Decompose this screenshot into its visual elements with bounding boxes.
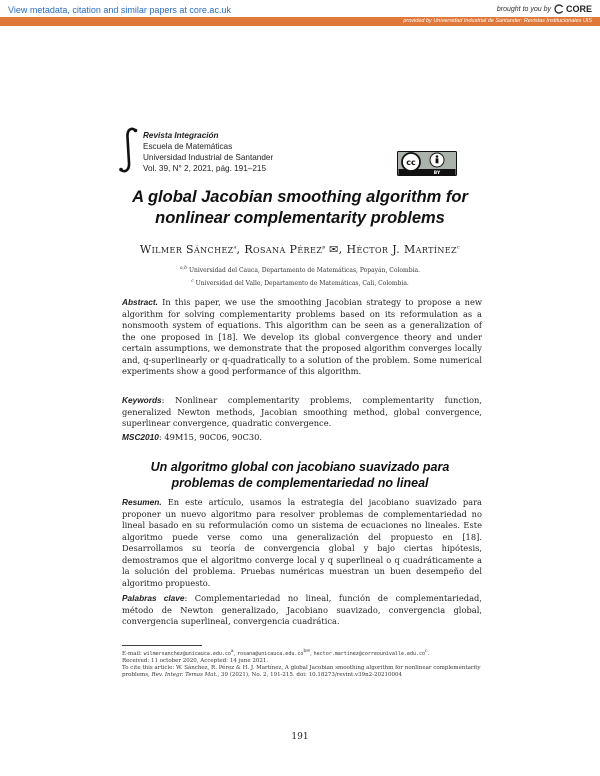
author-list bbox=[60, 243, 540, 256]
page-number: 191 bbox=[291, 732, 309, 742]
spanish-title-line-1: Un algoritmo global con jacobiano suavizado para bbox=[150, 460, 450, 474]
author-separator: , bbox=[236, 243, 245, 256]
corresponding-author-envelope-icon: ✉ bbox=[329, 243, 339, 256]
author-separator: , bbox=[338, 243, 347, 256]
keywords-label: Keywords bbox=[122, 395, 162, 405]
core-logo-text: CORE bbox=[565, 4, 592, 14]
affiliation-sup: c bbox=[191, 279, 194, 284]
journal-name: Revista Integración bbox=[143, 131, 219, 140]
cc-label: cc bbox=[406, 158, 416, 167]
citation-line bbox=[122, 665, 482, 679]
core-branding bbox=[497, 4, 592, 14]
spanish-title bbox=[90, 459, 510, 491]
resumen-label: Resumen. bbox=[122, 497, 162, 507]
article-title bbox=[60, 187, 540, 229]
citation-suffix: , 39 (2021), No. 2, 191-215. doi: 10.18273/revint.v39n2-20210004 bbox=[217, 672, 402, 679]
palabras-clave bbox=[122, 593, 482, 628]
email-link[interactable]: rosana@unicauca.edu.co bbox=[237, 650, 304, 657]
palabras-clave-text: : Complementariedad no lineal, función de complementariedad, método de Newton generalizado, Jacobiano suavizado, convergencia global, convergencia superlineal, convergencia cuadrática. bbox=[122, 593, 482, 626]
journal-university: Universidad Industrial de Santander bbox=[143, 153, 274, 162]
affiliation bbox=[60, 279, 540, 287]
citation-prefix: To cite this article: W. Sánchez, R. Pérez & H. J. Martínez, A global Jacobian smoothing algorithm for nonlinear complementarity problems, bbox=[122, 665, 481, 679]
provided-by-text: provided by Universidad Industrial de Santander: Revistas Institucionales UIS bbox=[403, 18, 592, 24]
resumen bbox=[122, 497, 482, 589]
spanish-title-line-2: problemas de complementariedad no lineal bbox=[171, 476, 429, 490]
email-sup: c bbox=[425, 649, 428, 654]
brought-by-text: brought to you by bbox=[496, 5, 551, 13]
received-line: Received: 11 october 2020, Accepted: 14 june 2021. bbox=[122, 658, 269, 665]
core-logo-icon bbox=[554, 4, 564, 14]
author-sup: c bbox=[457, 243, 461, 251]
affiliation-text: Universidad del Cauca, Departamento de Matemáticas, Popayán, Colombia. bbox=[188, 267, 420, 274]
journal-integral-logo-icon bbox=[118, 126, 140, 174]
footnotes bbox=[122, 648, 482, 680]
citation-journal: Rev. Integr. Temas Mat. bbox=[151, 672, 218, 679]
abstract-label: Abstract. bbox=[122, 297, 158, 307]
journal-school: Escuela de Matemáticas bbox=[143, 142, 233, 151]
palabras-clave-label: Palabras clave bbox=[122, 593, 185, 603]
affiliation-text: Universidad del Valle, Departamento de Matemáticas, Cali, Colombia. bbox=[195, 280, 409, 287]
author-sup: a bbox=[233, 243, 237, 251]
core-logo[interactable] bbox=[554, 4, 592, 14]
journal-header bbox=[143, 130, 273, 174]
keywords-text: : Nonlinear complementarity problems, complementarity function, generalized Newton methods, Jacobian smoothing method, global convergence, superlinear convergence, quadratic convergence. bbox=[122, 395, 482, 428]
affiliation-sup: a,b bbox=[180, 266, 188, 271]
author-name: Rosana Pérez bbox=[244, 243, 323, 256]
affiliation bbox=[60, 266, 540, 274]
email-link[interactable]: hector.martinez@correounivalle.edu.co bbox=[313, 650, 426, 657]
email-line: E-mail: $wilmersanchez@unicauca.edu.co^a$, $rosana@unicauca.edu.co^{b✉}$, $hector.martinez@correounivalle.edu.co^c$. bbox=[122, 649, 430, 657]
by-label: BY bbox=[433, 171, 441, 176]
author-name: Héctor J. Martínez bbox=[346, 243, 458, 256]
provided-by-bar bbox=[0, 17, 600, 26]
email-label: E-mail: bbox=[122, 650, 144, 657]
abstract-text: In this paper, we use the smoothing Jacobian strategy to propose a new algorithm for solving complementarity problems based on its reformulation as a nonsmooth system of equations. This algorithm can be seen as a generalization of the one proposed in [18]. We develop its global convergence theory and under certain assumptions, we demonstrate that the proposed algorithm converges locally and, q-superlinearly or q-quadratically to a solution of the problem. Some numerical experiments show a good performance of this algorithm. bbox=[122, 297, 482, 376]
keywords bbox=[122, 395, 482, 430]
msc-classification bbox=[122, 432, 482, 444]
core-metadata-link[interactable]: View metadata, citation and similar papers at core.ac.uk bbox=[8, 5, 231, 15]
email-link[interactable]: wilmersanchez@unicauca.edu.co bbox=[143, 650, 231, 657]
email-sup: a bbox=[230, 649, 234, 654]
cc-by-license-icon[interactable] bbox=[397, 151, 457, 176]
author-sup: b bbox=[322, 243, 326, 251]
article-title-line-2: nonlinear complementarity problems bbox=[155, 209, 445, 227]
msc-text: : 49M15, 90C06, 90C30. bbox=[158, 432, 263, 442]
author-name: Wilmer Sánchez bbox=[139, 243, 234, 256]
email-sup: b✉ bbox=[303, 649, 311, 654]
article-title-line-1: A global Jacobian smoothing algorithm for bbox=[132, 188, 468, 206]
resumen-text: En este artículo, usamos la estrategia del jacobiano suavizado para proponer un nuevo algoritmo para resolver problemas de complementariedad no lineal basado en su reformulación como un sistema de ecuaciones no lineales. Este algoritmo puede verse como una generalización del propuesto en [18]. Desarrollamos su teoría de convergencia global y bajo ciertas hipótesis, demostramos que el algoritmo converge local y q superlineal o q cuadráticamente a la solución del problema. Pruebas numéricas muestran un buen desempeño del algoritmo propuesto. bbox=[122, 497, 482, 588]
footnote-rule bbox=[122, 645, 202, 646]
journal-volume: Vol. 39, N° 2, 2021, pág. 191–215 bbox=[143, 164, 266, 173]
abstract bbox=[122, 297, 482, 378]
msc-label: MSC2010 bbox=[122, 432, 159, 442]
